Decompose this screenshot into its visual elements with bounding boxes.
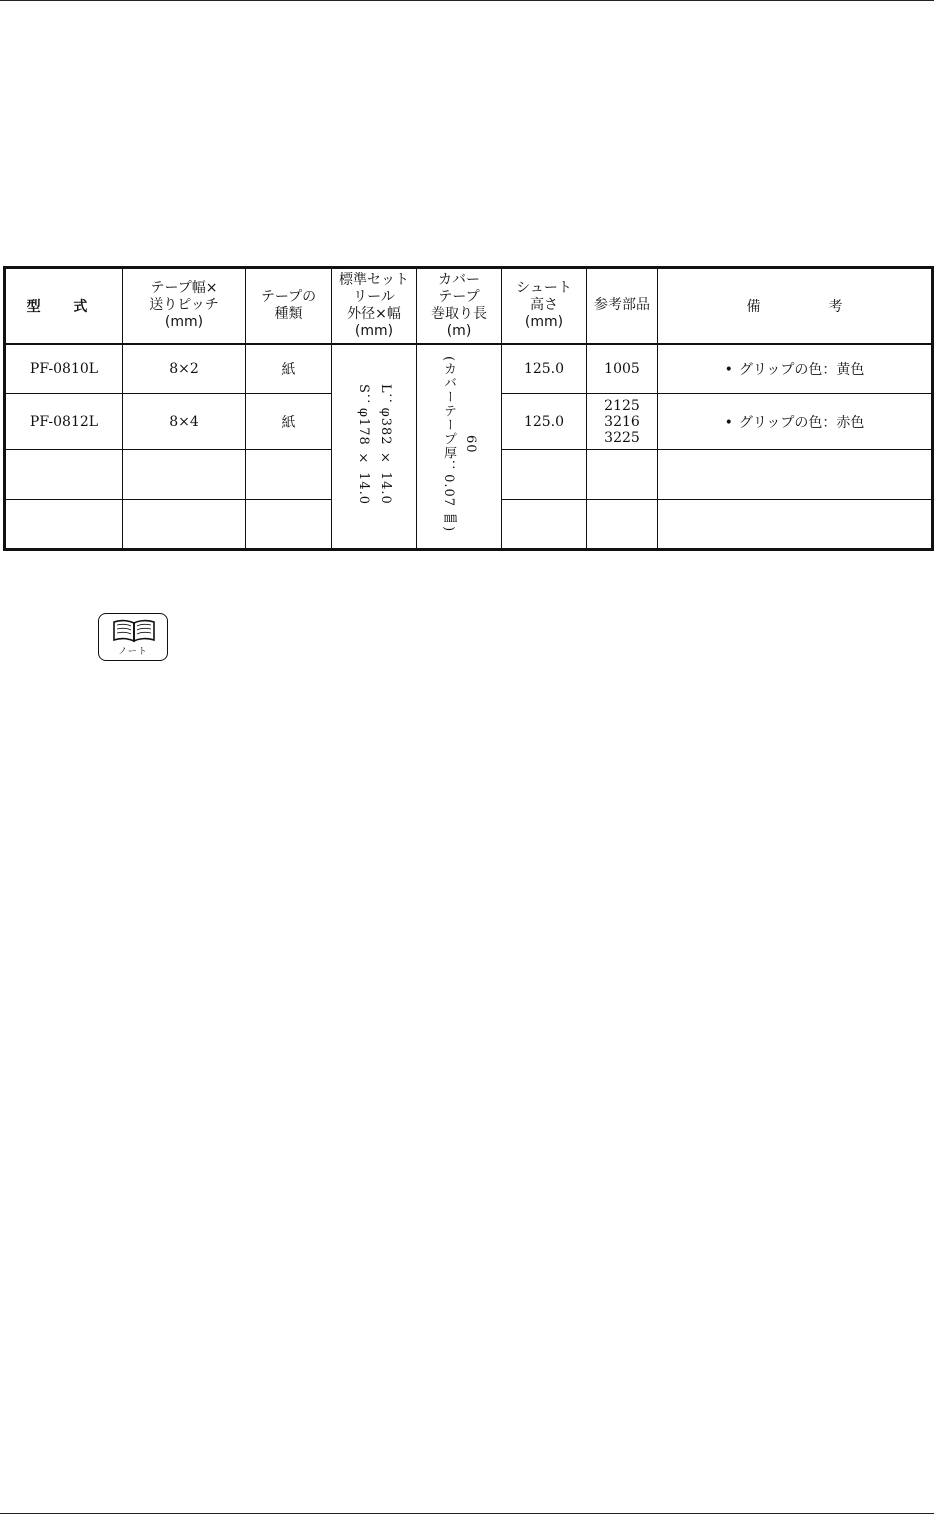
bottom-rule (0, 1513, 934, 1514)
header-parts: 参考部品 (587, 268, 658, 344)
reel-values: L：φ382 × 14.0 S：φ178 × 14.0 (356, 383, 393, 505)
header-remark: 備 考 (658, 268, 933, 344)
remark-cell (658, 500, 933, 550)
remark-cell (658, 450, 933, 500)
tape-kind-cell (246, 500, 332, 550)
header-row (5, 268, 933, 344)
width-pitch-cell: 8×4 (123, 394, 246, 450)
model-cell (5, 500, 123, 550)
cover-values: 60 (カバーテープ厚：0.07 ㎜) (441, 356, 478, 533)
spec-table (3, 266, 934, 551)
header-chute: シュート 高さ (mm) (502, 268, 587, 344)
remark-cell: • グリップの色：赤色 (658, 394, 933, 450)
header-cover-tape: カバー テープ 巻取り長 (m) (417, 268, 502, 344)
width-pitch-cell (123, 450, 246, 500)
tape-kind-cell (246, 450, 332, 500)
header-type: 型 式 (5, 268, 123, 344)
note-label: ノート (118, 647, 148, 657)
reel-cell (332, 344, 417, 550)
remark-cell: • グリップの色：黄色 (658, 344, 933, 394)
cover-cell (417, 344, 502, 550)
chute-cell (502, 450, 587, 500)
header-tape-kind: テープの 種類 (246, 268, 332, 344)
parts-cell: 1005 (587, 344, 658, 394)
parts-cell (587, 450, 658, 500)
width-pitch-cell (123, 500, 246, 550)
model-cell (5, 450, 123, 500)
parts-cell: 2125 3216 3225 (587, 394, 658, 450)
width-pitch-cell: 8×2 (123, 344, 246, 394)
model-cell: PF-0812L (5, 394, 123, 450)
top-rule (0, 0, 934, 1)
tape-kind-cell: 紙 (246, 344, 332, 394)
chute-cell: 125.0 (502, 394, 587, 450)
book-icon (111, 619, 157, 643)
note-icon (98, 613, 168, 661)
tape-kind-cell: 紙 (246, 394, 332, 450)
table-row (5, 344, 933, 394)
chute-cell (502, 500, 587, 550)
model-cell: PF-0810L (5, 344, 123, 394)
chute-cell: 125.0 (502, 344, 587, 394)
header-tape-width: テープ幅× 送りピッチ (mm) (123, 268, 246, 344)
header-reel: 標準セット リール 外径×幅 (mm) (332, 268, 417, 344)
parts-cell (587, 500, 658, 550)
